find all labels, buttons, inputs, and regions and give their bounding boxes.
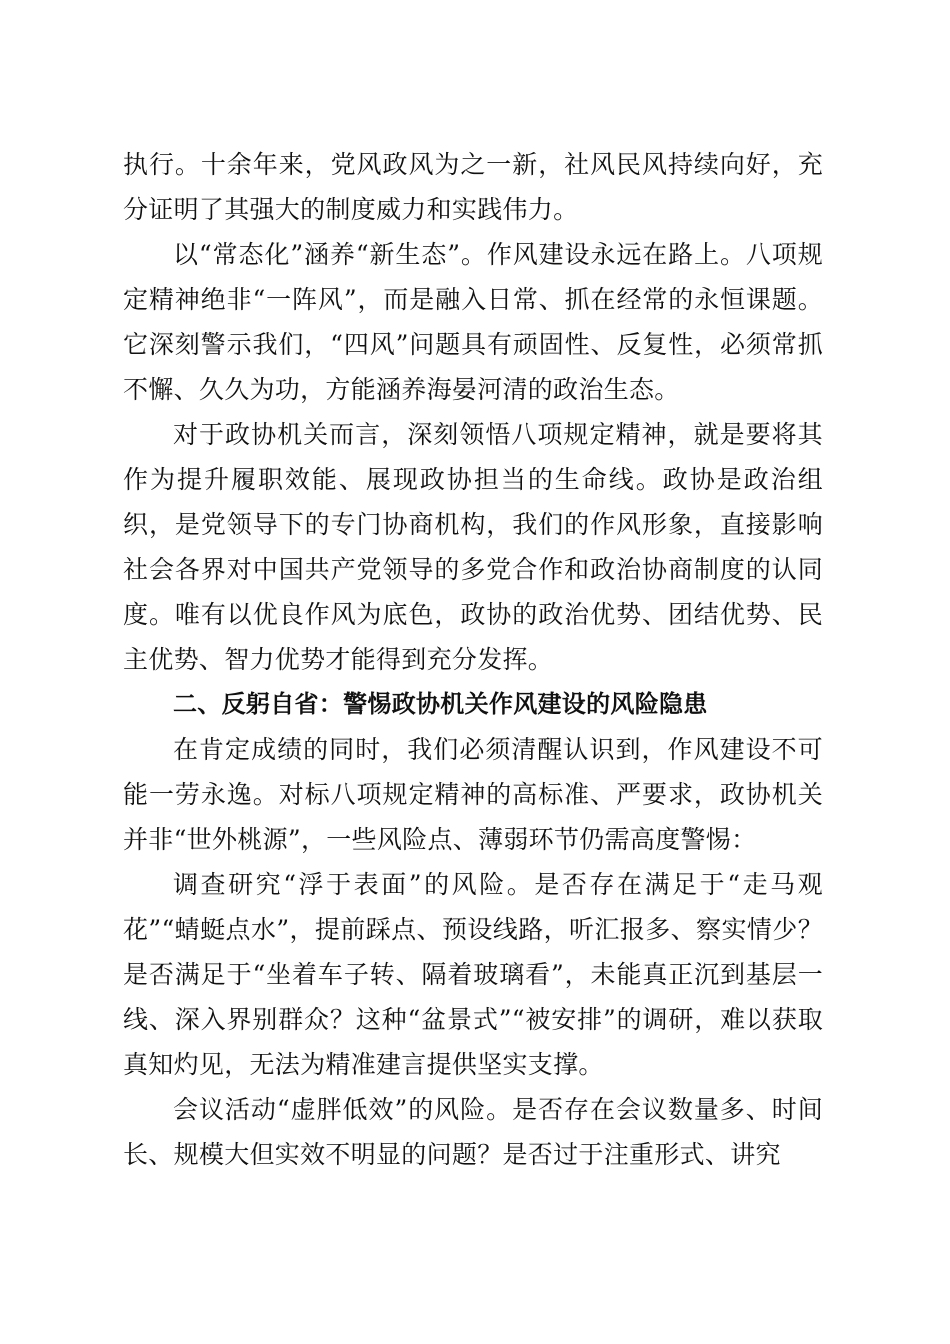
paragraph-normalization: 以“常态化”涵养“新生态”。作风建设永远在路上。八项规定精神绝非“一阵风”，而是融入日常、抓在经常的永恒课题。它深刻警示我们，“四风”问题具有顽固性、反复性，必须常抓不懈、久久为功，方能涵养海晏河清的政治生态。 [123, 240, 823, 404]
paragraph-research-risk: 调查研究“浮于表面”的风险。是否存在满足于“走马观花”“蜻蜓点水”，提前踩点、预设线路，听汇报多、察实情少？是否满足于“坐着车子转、隔着玻璃看”，未能真正沉到基层一线、深入界别群众？这种“盆景式”“被安排”的调研，难以获取真知灼见，无法为精准建言提供坚实支撑。 [123, 870, 823, 1079]
paragraph-risk-intro: 在肯定成绩的同时，我们必须清醒认识到，作风建设不可能一劳永逸。对标八项规定精神的高标准、严要求，政协机关并非“世外桃源”，一些风险点、薄弱环节仍需高度警惕： [123, 735, 823, 854]
paragraph-cppcc-organ: 对于政协机关而言，深刻领悟八项规定精神，就是要将其作为提升履职效能、展现政协担当的生命线。政协是政治组织，是党领导下的专门协商机构，我们的作风形象，直接影响社会各界对中国共产党领导的多党合作和政治协商制度的认同度。唯有以优良作风为底色，政协的政治优势、团结优势、民主优势、智力优势才能得到充分发挥。 [123, 420, 823, 674]
paragraph-meeting-risk: 会议活动“虚胖低效”的风险。是否存在会议数量多、时间长、规模大但实效不明显的问题？是否过于注重形式、讲究 [123, 1095, 823, 1169]
document-body [123, 142, 823, 1177]
section-heading-2: 二、反躬自省：警惕政协机关作风建设的风险隐患 [173, 690, 708, 718]
paragraph-continuation: 执行。十余年来，党风政风为之一新，社风民风持续向好，充分证明了其强大的制度威力和实践伟力。 [123, 150, 823, 224]
